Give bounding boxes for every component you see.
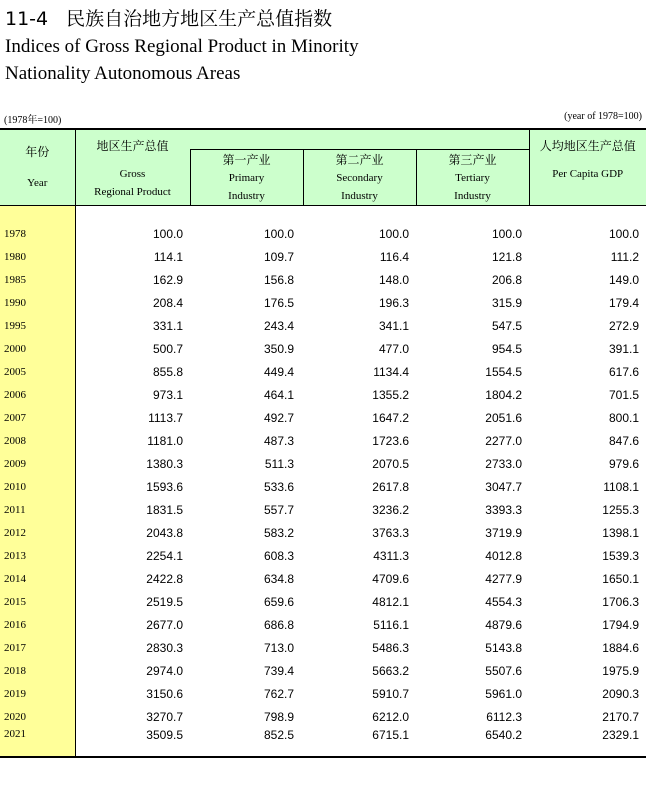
primary-index-cell: 156.8 <box>263 272 294 287</box>
per-capita-index-cell: 179.4 <box>608 295 639 310</box>
primary-index-cell: 109.7 <box>263 249 294 264</box>
secondary-index-cell: 116.4 <box>379 249 409 264</box>
table-row <box>0 406 646 429</box>
secondary-index-cell: 100.0 <box>378 226 409 241</box>
primary-index-cell: 100.0 <box>263 226 294 241</box>
header-secondary-en1: Secondary <box>336 172 383 184</box>
per-capita-index-cell: 2329.1 <box>529 728 646 757</box>
secondary-index-cell: 3763.3 <box>372 525 409 540</box>
table-row <box>0 567 646 590</box>
gdp-index-cell: 1593.6 <box>146 479 183 494</box>
tertiary-index-cell: 954.5 <box>491 341 522 356</box>
spacer-year-cell <box>0 206 75 223</box>
header-year <box>0 129 75 206</box>
gdp-index-cell: 100.0 <box>152 226 183 241</box>
year-cell: 2000 <box>0 337 75 360</box>
tertiary-index-cell: 4277.9 <box>485 571 522 586</box>
per-capita-index-cell: 701.5 <box>608 387 639 402</box>
secondary-index-cell: 5116.1 <box>373 617 409 632</box>
year-cell: 2021 <box>0 728 75 757</box>
table-row <box>0 337 646 360</box>
per-capita-index-cell: 1794.9 <box>602 617 639 632</box>
secondary-index-cell: 3236.2 <box>372 502 409 517</box>
table-row <box>0 521 646 544</box>
tertiary-index-cell: 1554.5 <box>485 364 522 379</box>
primary-index-cell: 762.7 <box>263 686 294 701</box>
tertiary-index-cell: 121.8 <box>491 249 522 264</box>
secondary-index-cell: 196.3 <box>378 295 409 310</box>
header-tertiary-en1: Tertiary <box>455 172 490 184</box>
gdp-index-cell: 162.9 <box>152 272 183 287</box>
per-capita-index-cell: 1650.1 <box>602 571 639 586</box>
table-spacer-row <box>0 206 646 223</box>
per-capita-index-cell: 1884.6 <box>602 640 639 655</box>
tertiary-index-cell: 6112.3 <box>486 709 522 724</box>
per-capita-index-cell: 272.9 <box>608 318 639 333</box>
gdp-index-cell: 2254.1 <box>146 548 183 563</box>
year-cell: 2008 <box>0 429 75 452</box>
secondary-index-cell: 4709.6 <box>372 571 409 586</box>
base-year-note-english: (year of 1978=100) <box>564 111 642 122</box>
year-cell: 1985 <box>0 268 75 291</box>
gdp-index-cell: 3270.7 <box>146 709 183 724</box>
tertiary-index-cell: 3393.3 <box>485 502 522 517</box>
tertiary-index-cell: 6540.2 <box>416 728 529 757</box>
tertiary-index-cell: 5507.6 <box>485 663 522 678</box>
table-row <box>0 544 646 567</box>
header-year-cn: 年份 <box>25 145 50 159</box>
tertiary-index-cell: 4554.3 <box>485 594 522 609</box>
page-title-english-line2: Nationality Autonomous Areas <box>5 63 241 84</box>
year-cell: 2005 <box>0 360 75 383</box>
primary-index-cell: 350.9 <box>263 341 294 356</box>
table-row <box>0 245 646 268</box>
per-capita-index-cell: 1975.9 <box>602 663 639 678</box>
secondary-index-cell: 341.1 <box>378 318 409 333</box>
header-spacer-pri <box>190 129 303 150</box>
primary-index-cell: 487.3 <box>263 433 294 448</box>
primary-index-cell: 511.3 <box>264 456 294 471</box>
per-capita-index-cell: 100.0 <box>608 226 639 241</box>
gdp-index-cell: 114.1 <box>153 249 183 264</box>
per-capita-index-cell: 1539.3 <box>602 548 639 563</box>
primary-index-cell: 464.1 <box>263 387 294 402</box>
per-capita-index-cell: 2090.3 <box>602 686 639 701</box>
year-cell: 1978 <box>0 222 75 245</box>
gdp-index-cell: 855.8 <box>152 364 183 379</box>
header-gdp <box>75 129 190 206</box>
secondary-index-cell: 5663.2 <box>372 663 409 678</box>
header-primary-en1: Primary <box>228 172 265 184</box>
table-row <box>0 360 646 383</box>
gdp-index-cell: 1181.0 <box>147 433 183 448</box>
secondary-index-cell: 4812.1 <box>372 594 409 609</box>
gdp-index-cell: 2422.8 <box>146 571 183 586</box>
gdp-index-cell: 500.7 <box>152 341 183 356</box>
gdp-index-cell: 1113.7 <box>148 410 183 425</box>
table-row <box>0 383 646 406</box>
secondary-index-cell: 4311.3 <box>373 548 409 563</box>
primary-index-cell: 492.7 <box>263 410 294 425</box>
header-secondary-en2: Industry <box>341 190 378 202</box>
gdp-index-cell: 2974.0 <box>146 663 183 678</box>
header-tertiary-cn: 第三产业 <box>448 153 497 167</box>
gdp-index-cell: 2519.5 <box>146 594 183 609</box>
year-cell: 2007 <box>0 406 75 429</box>
tertiary-index-cell: 315.9 <box>491 295 522 310</box>
header-secondary-cn: 第二产业 <box>335 153 384 167</box>
per-capita-index-cell: 979.6 <box>608 456 639 471</box>
gdp-index-cell: 1380.3 <box>146 456 183 471</box>
secondary-index-cell: 6212.0 <box>372 709 409 724</box>
secondary-index-cell: 477.0 <box>378 341 409 356</box>
tertiary-index-cell: 3719.9 <box>485 525 522 540</box>
header-primary-cn: 第一产业 <box>222 153 271 167</box>
primary-index-cell: 659.6 <box>263 594 294 609</box>
tertiary-index-cell: 206.8 <box>491 272 522 287</box>
header-primary <box>190 150 303 206</box>
gdp-index-cell: 208.4 <box>152 295 183 310</box>
table-row <box>0 498 646 521</box>
primary-index-cell: 176.5 <box>263 295 294 310</box>
table-header <box>0 129 646 206</box>
per-capita-index-cell: 1398.1 <box>602 525 639 540</box>
per-capita-index-cell: 111.2 <box>610 249 639 264</box>
table-row <box>0 291 646 314</box>
secondary-index-cell: 5910.7 <box>372 686 409 701</box>
header-primary-en2: Industry <box>228 190 265 202</box>
tertiary-index-cell: 5143.8 <box>485 640 522 655</box>
header-gdp-en1: Gross <box>119 168 146 180</box>
tertiary-index-cell: 3047.7 <box>485 479 522 494</box>
header-tertiary-en2: Industry <box>454 190 491 202</box>
table-number: 11-4 <box>5 8 49 30</box>
year-cell: 2018 <box>0 659 75 682</box>
table-row <box>0 659 646 682</box>
year-cell: 2014 <box>0 567 75 590</box>
per-capita-index-cell: 2170.7 <box>602 709 639 724</box>
gdp-index-cell: 973.1 <box>152 387 183 402</box>
year-cell: 2013 <box>0 544 75 567</box>
tertiary-index-cell: 5961.0 <box>485 686 522 701</box>
header-secondary <box>303 150 416 206</box>
primary-index-cell: 739.4 <box>263 663 294 678</box>
primary-index-cell: 634.8 <box>263 571 294 586</box>
gdp-index-cell: 1831.5 <box>146 502 183 517</box>
page-title-english-line1: Indices of Gross Regional Product in Minority <box>5 36 359 57</box>
year-cell: 2019 <box>0 682 75 705</box>
secondary-index-cell: 2070.5 <box>372 456 409 471</box>
year-cell: 1990 <box>0 291 75 314</box>
spacer-cell <box>303 206 416 223</box>
per-capita-index-cell: 847.6 <box>608 433 639 448</box>
per-capita-index-cell: 617.6 <box>608 364 639 379</box>
secondary-index-cell: 1134.4 <box>373 364 409 379</box>
gdp-index-cell: 3150.6 <box>146 686 183 701</box>
spacer-cell <box>416 206 529 223</box>
per-capita-index-cell: 1108.1 <box>603 479 639 494</box>
primary-index-cell: 533.6 <box>263 479 294 494</box>
tertiary-index-cell: 1804.2 <box>485 387 522 402</box>
primary-index-cell: 449.4 <box>263 364 294 379</box>
year-cell: 1995 <box>0 314 75 337</box>
page-title-chinese <box>5 4 332 31</box>
table-row <box>0 222 646 245</box>
secondary-index-cell: 148.0 <box>378 272 409 287</box>
gdp-index-cell: 2677.0 <box>146 617 183 632</box>
year-cell: 2016 <box>0 613 75 636</box>
table-row <box>0 590 646 613</box>
tertiary-index-cell: 547.5 <box>491 318 522 333</box>
tertiary-index-cell: 100.0 <box>491 226 522 241</box>
gdp-index-cell: 331.1 <box>152 318 183 333</box>
header-spacer-sec <box>303 129 416 150</box>
year-cell: 2017 <box>0 636 75 659</box>
secondary-index-cell: 5486.3 <box>372 640 409 655</box>
year-cell: 2012 <box>0 521 75 544</box>
table-row <box>0 268 646 291</box>
header-gdp-cn: 地区生产总值 <box>96 139 169 153</box>
primary-index-cell: 713.0 <box>263 640 294 655</box>
header-tertiary <box>416 150 529 206</box>
primary-index-cell: 583.2 <box>263 525 294 540</box>
per-capita-index-cell: 149.0 <box>608 272 639 287</box>
per-capita-index-cell: 1255.3 <box>602 502 639 517</box>
data-table <box>0 128 646 758</box>
tertiary-index-cell: 4012.8 <box>485 548 522 563</box>
header-year-en: Year <box>27 177 48 189</box>
table-row <box>0 636 646 659</box>
table-row <box>0 728 646 757</box>
table-row <box>0 452 646 475</box>
secondary-index-cell: 1355.2 <box>372 387 409 402</box>
year-cell: 2020 <box>0 705 75 728</box>
gdp-index-cell: 3509.5 <box>75 728 190 757</box>
spacer-cell <box>529 206 646 223</box>
primary-index-cell: 686.8 <box>263 617 294 632</box>
table-row <box>0 475 646 498</box>
primary-index-cell: 798.9 <box>263 709 294 724</box>
table-row <box>0 429 646 452</box>
per-capita-index-cell: 1706.3 <box>602 594 639 609</box>
gdp-index-cell: 2830.3 <box>146 640 183 655</box>
primary-index-cell: 852.5 <box>190 728 303 757</box>
header-per-capita-cn: 人均地区生产总值 <box>539 139 636 153</box>
year-cell: 2009 <box>0 452 75 475</box>
per-capita-index-cell: 391.1 <box>608 341 639 356</box>
header-gdp-en2: Regional Product <box>94 186 171 198</box>
header-per-capita <box>529 129 646 206</box>
secondary-index-cell: 2617.8 <box>372 479 409 494</box>
table-row <box>0 314 646 337</box>
year-cell: 2015 <box>0 590 75 613</box>
header-spacer-ter <box>416 129 529 150</box>
primary-index-cell: 557.7 <box>263 502 294 517</box>
secondary-index-cell: 6715.1 <box>303 728 416 757</box>
table-row <box>0 705 646 728</box>
data-table-container <box>0 128 646 758</box>
spacer-cell <box>75 206 190 223</box>
secondary-index-cell: 1647.2 <box>372 410 409 425</box>
header-per-capita-en: Per Capita GDP <box>552 168 624 180</box>
gdp-index-cell: 2043.8 <box>146 525 183 540</box>
table-row <box>0 613 646 636</box>
primary-index-cell: 608.3 <box>263 548 294 563</box>
table-row <box>0 682 646 705</box>
title-chinese-text: 民族自治地方地区生产总值指数 <box>66 8 333 30</box>
tertiary-index-cell: 2051.6 <box>485 410 522 425</box>
secondary-index-cell: 1723.6 <box>372 433 409 448</box>
primary-index-cell: 243.4 <box>263 318 294 333</box>
year-cell: 1980 <box>0 245 75 268</box>
year-cell: 2010 <box>0 475 75 498</box>
year-cell: 2006 <box>0 383 75 406</box>
base-year-note-chinese: (1978年=100) <box>4 115 62 126</box>
tertiary-index-cell: 4879.6 <box>485 617 522 632</box>
tertiary-index-cell: 2733.0 <box>485 456 522 471</box>
table-body <box>0 206 646 758</box>
per-capita-index-cell: 800.1 <box>608 410 639 425</box>
spacer-cell <box>190 206 303 223</box>
tertiary-index-cell: 2277.0 <box>485 433 522 448</box>
year-cell: 2011 <box>0 498 75 521</box>
